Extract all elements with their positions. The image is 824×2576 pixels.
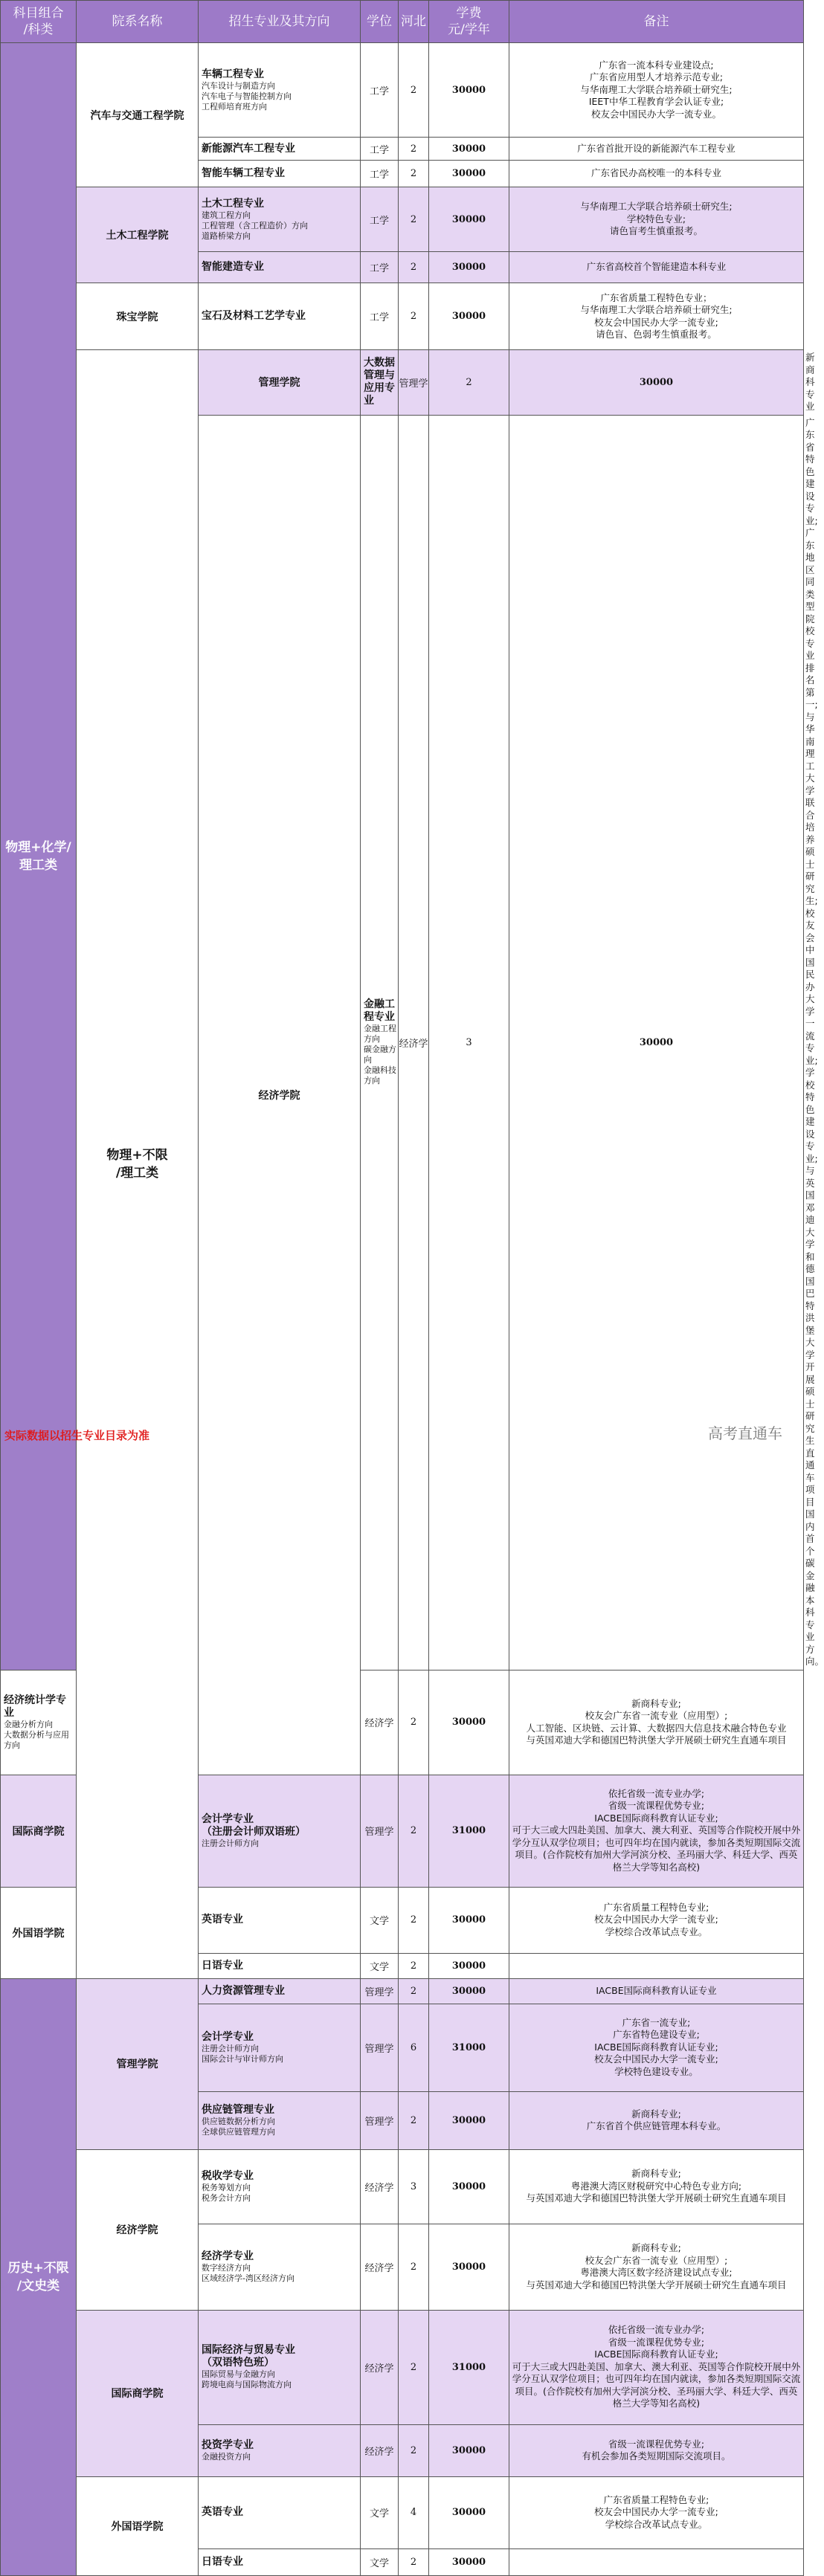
remark-cell <box>509 2224 804 2310</box>
major-direction: 数字经济方向 <box>202 2262 251 2273</box>
remark-line: 粤港澳大湾区数字经济建设试点专业; <box>580 2267 733 2278</box>
hebei-count-cell: 2 <box>399 2224 429 2310</box>
major-direction: 汽车设计与制造方向 <box>202 80 275 91</box>
tuition-cell: 30000 <box>429 283 509 350</box>
major-title: 金融工程专业 <box>364 998 395 1023</box>
major-cell <box>199 1953 361 1978</box>
major-direction: 碳金融方向 <box>364 1045 396 1065</box>
remark-cell <box>509 187 804 252</box>
degree-cell: 工学 <box>361 187 399 252</box>
remark-line: 有机会参加各类短期国际交流项目。 <box>582 2450 731 2462</box>
department-cell: 经济学院 <box>199 415 361 1775</box>
major-title: 供应链管理专业 <box>202 2103 274 2116</box>
hebei-count-cell: 3 <box>399 2149 429 2224</box>
remark-line: 省级一流课程优势专业; <box>608 2336 705 2348</box>
tuition-cell: 30000 <box>509 415 804 1670</box>
hebei-count-cell: 2 <box>399 1887 429 1953</box>
degree-cell: 经济学 <box>361 2310 399 2424</box>
remark-line: 广东省质量工程特色专业； <box>600 291 712 303</box>
hebei-count-cell: 2 <box>399 2424 429 2476</box>
table-row <box>1 283 804 350</box>
major-direction: 注册会计师方向 <box>202 1838 259 1848</box>
major-direction: 金融分析方向 <box>4 1719 53 1729</box>
tuition-cell: 30000 <box>429 43 509 138</box>
remark-line: 广东省首个供应链管理本科专业。 <box>586 2120 727 2131</box>
tuition-cell: 30000 <box>429 2091 509 2149</box>
remark-cell <box>509 43 804 138</box>
major-cell <box>199 2149 361 2224</box>
major-direction: 跨境电商与国际物流方向 <box>202 2380 292 2389</box>
tuition-cell: 30000 <box>429 138 509 161</box>
major-cell <box>1 1670 77 1775</box>
degree-cell: 工学 <box>361 138 399 161</box>
major-title: 日语专业 <box>202 1959 243 1972</box>
department-cell: 经济学院 <box>77 2149 199 2310</box>
table-row <box>1 43 804 138</box>
department-cell: 管理学院 <box>199 350 361 416</box>
degree-cell: 经济学 <box>361 2424 399 2476</box>
tuition-cell: 30000 <box>429 2224 509 2310</box>
major-cell <box>199 2476 361 2548</box>
degree-cell: 经济学 <box>361 2149 399 2224</box>
major-direction: 国际会计与审计师方向 <box>202 2053 283 2064</box>
remark-cell <box>509 2476 804 2548</box>
remark-cell <box>509 1887 804 1953</box>
major-cell <box>199 2310 361 2424</box>
remark-line: 依托省级一流专业办学; <box>608 1787 705 1799</box>
tuition-cell: 30000 <box>429 2548 509 2575</box>
remark-line: 校友会广东省一流专业（应用型）; <box>585 2254 728 2266</box>
tuition-cell: 30000 <box>429 2149 509 2224</box>
degree-cell: 管理学 <box>399 350 429 416</box>
remark-line: 广东省一流本科专业建设点; <box>599 59 714 71</box>
major-title: 土木工程专业 <box>202 197 264 210</box>
remark-line: 广东省民办高校唯一的本科专业 <box>590 167 721 179</box>
hebei-count-cell: 2 <box>399 187 429 252</box>
tuition-cell: 30000 <box>429 1978 509 2004</box>
department-cell: 土木工程学院 <box>77 187 199 283</box>
remark-line: 广东省应用型人才培养示范专业; <box>589 71 724 83</box>
major-direction: 税务筹划方向 <box>202 2182 251 2192</box>
degree-cell: 文学 <box>361 1953 399 1978</box>
remark-line: 广东省质量工程特色专业; <box>603 2493 709 2505</box>
category-cell: 历史+不限 /文史类 <box>1 1978 77 2575</box>
remark-cell <box>509 1670 804 1775</box>
hebei-count-cell: 2 <box>399 2548 429 2575</box>
major-direction: 注册会计师方向 <box>202 2043 259 2053</box>
department-cell: 外国语学院 <box>77 2476 199 2575</box>
remark-cell <box>509 138 804 161</box>
degree-cell: 经济学 <box>361 2224 399 2310</box>
remark-line: 人工智能、区块链、云计算、大数据四大信息技术融合特色专业 <box>526 1722 787 1734</box>
major-title: 会计学专业 （注册会计师双语班） <box>202 1812 306 1838</box>
major-title: 会计学专业 <box>202 2030 254 2043</box>
remark-line: IACBE国际商科教育认证专业 <box>596 1984 717 1996</box>
major-cell <box>199 2424 361 2476</box>
major-direction: 道路桥梁方向 <box>202 230 251 241</box>
degree-cell: 文学 <box>361 1887 399 1953</box>
tuition-cell: 31000 <box>429 1775 509 1887</box>
tuition-cell: 31000 <box>429 2310 509 2424</box>
hebei-count-cell: 6 <box>399 2004 429 2091</box>
major-cell <box>199 252 361 283</box>
remark-line: 可于大三或大四赴美国、加拿大、澳大利亚、英国等合作院校开展中外学分互认双学位项目；也可四年均在国内就读，参加各类短期国际交流项目。(合作院校有加州大学河滨分校、圣玛丽大学、科廷大学、西英格兰大学等知名高校) <box>512 2360 801 2409</box>
degree-cell: 文学 <box>361 2476 399 2548</box>
hebei-count-cell: 2 <box>399 2091 429 2149</box>
major-cell <box>199 2004 361 2091</box>
major-direction: 工程师培育班方向 <box>202 101 267 112</box>
department-cell: 珠宝学院 <box>77 283 199 350</box>
remark-cell <box>509 1775 804 1887</box>
remark-cell <box>509 2004 804 2091</box>
remark-line: 新商科专业; <box>631 2242 681 2253</box>
remark-line: 校友会广东省一流专业（应用型）; <box>585 1710 728 1721</box>
degree-cell: 工学 <box>361 43 399 138</box>
remark-line: 广东省首批开设的新能源汽车工程专业 <box>577 142 736 154</box>
tuition-cell: 30000 <box>429 2424 509 2476</box>
remark-line: 校友会中国民办大学一流专业。 <box>590 108 721 120</box>
major-direction: 金融科技方向 <box>364 1065 396 1085</box>
hebei-count-cell: 2 <box>399 1953 429 1978</box>
remark-cell <box>509 2424 804 2476</box>
header-row <box>1 1 804 43</box>
tuition-cell: 30000 <box>429 161 509 187</box>
major-title: 大数据管理与应用专业 <box>364 357 395 407</box>
remark-line: 新商科专业; <box>631 1697 681 1709</box>
major-title: 国际经济与贸易专业 （双语特色班） <box>202 2344 295 2369</box>
department-cell: 国际商学院 <box>1 1775 77 1887</box>
major-title: 智能建造专业 <box>202 261 264 273</box>
hebei-count-cell: 2 <box>399 43 429 138</box>
table-row: 物理+不限 /理工类 管理学院 大数据管理与应用专业 管理学 2 30000 新商科专业 <box>1 350 804 416</box>
department-cell: 外国语学院 <box>1 1887 77 1978</box>
degree-cell: 管理学 <box>361 1978 399 2004</box>
remark-line: 学校综合改革试点专业。 <box>605 2518 708 2530</box>
footer-note: 实际数据以招生专业目录为准 <box>4 1429 150 1442</box>
hebei-count-cell: 2 <box>399 2310 429 2424</box>
hebei-count-cell: 2 <box>399 283 429 350</box>
remark-cell <box>509 252 804 283</box>
major-cell <box>199 2224 361 2310</box>
major-cell <box>199 1978 361 2004</box>
watermark: 高考直通车 <box>708 1424 782 1442</box>
remark-cell <box>509 283 804 350</box>
major-title: 英语专业 <box>202 2506 243 2518</box>
header-category: 科目组合 /科类 <box>1 1 77 43</box>
department-cell: 国际商学院 <box>77 2310 199 2476</box>
remark-line: 可于大三或大四赴美国、加拿大、澳大利亚、英国等合作院校开展中外学分互认双学位项目；也可四年均在国内就读，参加各类短期国际交流项目。(合作院校有加州大学河滨分校、圣玛丽大学、科廷大学、西英格兰大学等知名高校) <box>512 1824 801 1873</box>
hebei-count-cell: 2 <box>399 138 429 161</box>
remark-line: 学校特色建设专业。 <box>614 2065 698 2077</box>
major-direction: 金融投资方向 <box>202 2451 251 2462</box>
major-cell <box>199 161 361 187</box>
remark-line: 与华南理工大学联合培养硕士研究生; <box>580 201 733 213</box>
remark-line: 与英国邓迪大学和德国巴特洪堡大学开展硕士研究生直通车项目 <box>526 2192 787 2204</box>
major-direction: 区域经济学-湾区经济方向 <box>202 2273 294 2283</box>
hebei-count-cell: 2 <box>399 1978 429 2004</box>
remark-line: IACBE国际商科教育认证专业; <box>594 2041 718 2053</box>
table-row <box>1 2476 804 2548</box>
remark-line: IACBE国际商科教育认证专业; <box>594 2349 718 2360</box>
major-title: 车辆工程专业 <box>202 68 264 80</box>
remark-cell <box>509 161 804 187</box>
remark-line: 与英国邓迪大学和德国巴特洪堡大学开展硕士研究生直通车项目 <box>526 1734 787 1746</box>
degree-cell: 工学 <box>361 161 399 187</box>
major-direction: 工程管理（含工程造价）方向 <box>202 220 308 230</box>
remark-line: 与华南理工大学联合培养硕士研究生; <box>580 83 733 95</box>
remark-line: 依托省级一流专业办学; <box>608 2324 705 2336</box>
major-cell <box>199 2091 361 2149</box>
remark-cell <box>509 1953 804 1978</box>
major-title: 宝石及材料工艺学专业 <box>202 310 306 322</box>
major-direction: 供应链数据分析方向 <box>202 2116 275 2126</box>
major-title: 英语专业 <box>202 1914 243 1925</box>
major-cell <box>199 2548 361 2575</box>
category-cell: 物理+不限 /理工类 <box>77 350 199 1979</box>
remark-cell <box>509 2091 804 2149</box>
major-cell <box>199 1887 361 1953</box>
remark-line: 与华南理工大学联合培养硕士研究生; <box>580 304 733 315</box>
hebei-count-cell: 4 <box>399 2476 429 2548</box>
hebei-count-cell: 2 <box>399 1670 429 1775</box>
degree-cell: 文学 <box>361 2548 399 2575</box>
degree-cell: 管理学 <box>361 1775 399 1887</box>
remark-line: 新商科专业; <box>631 2168 681 2180</box>
department-cell: 管理学院 <box>77 1978 199 2149</box>
major-direction: 建筑工程方向 <box>202 210 251 220</box>
major-cell <box>361 350 399 416</box>
header-department: 院系名称 <box>77 1 199 43</box>
major-title: 新能源汽车工程专业 <box>202 142 295 155</box>
table-row <box>1 2310 804 2424</box>
table-row: 经济学院 金融工程专业 金融工程方向 碳金融方向 金融科技方向 经济学 3 30000 广东省特色建设专业; 广东地区同类型院校专业排名第一; 与华南理工大学联合培养硕士研究生; 校友会中国民办大学一流专业; 学校特色建设专业; 与英国邓迪大学和德国巴特洪堡大学开展硕士研究生直通车项目 国内首个碳金融本科专业方向。 <box>1 415 804 1670</box>
remark-line: 校友会中国民办大学一流专业; <box>594 2053 718 2065</box>
major-title: 投资学专业 <box>202 2438 254 2451</box>
header-fee: 学费 元/学年 <box>429 1 509 43</box>
tuition-cell: 30000 <box>429 252 509 283</box>
table-row <box>1 187 804 252</box>
major-title: 日语专业 <box>202 2555 243 2568</box>
remark-line: 省级一流课程优势专业; <box>608 1800 705 1812</box>
tuition-cell: 30000 <box>429 187 509 252</box>
tuition-cell: 30000 <box>429 2476 509 2548</box>
remark-line: 广东省质量工程特色专业; <box>603 1901 709 1913</box>
tuition-cell: 30000 <box>429 1953 509 1978</box>
remark-line: 请色盲考生慎重报考。 <box>609 225 703 237</box>
remark-line: 校友会中国民办大学一流专业; <box>594 316 718 328</box>
major-direction: 国际贸易与金融方向 <box>202 2369 275 2379</box>
remark-line: 校友会中国民办大学一流专业; <box>594 1914 718 1925</box>
remark-line: 广东省一流专业; <box>622 2016 691 2028</box>
major-direction: 大数据分析与应用方向 <box>4 1729 69 1750</box>
major-title: 人力资源管理专业 <box>202 1984 285 1997</box>
remark-line: 校友会中国民办大学一流专业; <box>594 2506 718 2518</box>
degree-cell: 工学 <box>361 252 399 283</box>
hebei-count-cell: 2 <box>399 1775 429 1887</box>
table-row <box>1 2149 804 2224</box>
remark-line: 与英国邓迪大学和德国巴特洪堡大学开展硕士研究生直通车项目 <box>526 2279 787 2291</box>
degree-cell: 经济学 <box>361 1670 399 1775</box>
major-cell <box>199 283 361 350</box>
hebei-count-cell: 3 <box>429 415 509 1670</box>
remark-line: 新商科专业; <box>631 2108 681 2120</box>
remark-line: IEET中华工程教育学会认证专业; <box>588 96 724 108</box>
header-degree: 学位 <box>361 1 399 43</box>
major-cell <box>199 43 361 138</box>
hebei-count-cell: 2 <box>399 161 429 187</box>
remark-line: IACBE国际商科教育认证专业; <box>594 1812 718 1824</box>
major-title: 经济学专业 <box>202 2250 254 2262</box>
major-title: 税收学专业 <box>202 2169 254 2182</box>
footer <box>0 1413 803 1457</box>
hebei-count-cell: 2 <box>399 252 429 283</box>
remark-line: 学校特色专业; <box>626 213 686 225</box>
major-cell <box>361 415 399 1670</box>
degree-cell: 管理学 <box>361 2004 399 2091</box>
tuition-cell: 30000 <box>509 350 804 416</box>
remark-line: 广东省特色建设专业; <box>613 2029 700 2041</box>
degree-cell: 管理学 <box>361 2091 399 2149</box>
remark-cell <box>509 2548 804 2575</box>
tuition-cell: 30000 <box>429 1887 509 1953</box>
degree-cell: 工学 <box>361 283 399 350</box>
department-cell: 汽车与交通工程学院 <box>77 43 199 187</box>
tuition-cell: 31000 <box>429 2004 509 2091</box>
remark-cell <box>509 2310 804 2424</box>
major-direction: 税务会计方向 <box>202 2192 251 2203</box>
major-cell <box>199 138 361 161</box>
major-cell <box>199 1775 361 1887</box>
remark-line: 请色盲、色弱考生慎重报考。 <box>596 329 717 340</box>
degree-cell: 经济学 <box>399 415 429 1670</box>
major-direction: 全球供应链管理方向 <box>202 2126 275 2137</box>
hebei-count-cell: 2 <box>429 350 509 416</box>
header-major: 招生专业及其方向 <box>199 1 361 43</box>
major-title: 经济统计学专业 <box>4 1694 66 1719</box>
major-direction: 汽车电子与智能控制方向 <box>202 91 292 101</box>
remark-line: 学校综合改革试点专业。 <box>605 1925 708 1937</box>
tuition-cell: 30000 <box>429 1670 509 1775</box>
remark-cell <box>509 1978 804 2004</box>
major-direction: 金融工程方向 <box>364 1024 396 1044</box>
header-remark: 备注 <box>509 1 804 43</box>
header-hebei: 河北 <box>399 1 429 43</box>
remark-line: 粤港澳大湾区财税研究中心特色专业方向; <box>570 2180 742 2192</box>
major-cell <box>199 187 361 252</box>
major-title: 智能车辆工程专业 <box>202 167 285 179</box>
table-row <box>1 1978 804 2004</box>
remark-cell <box>509 2149 804 2224</box>
remark-line: 广东省高校首个智能建造本科专业 <box>586 261 727 273</box>
category-cell: 物理+化学/ 理工类 <box>1 43 77 1670</box>
remark-line: 省级一流课程优势专业; <box>608 2438 705 2450</box>
